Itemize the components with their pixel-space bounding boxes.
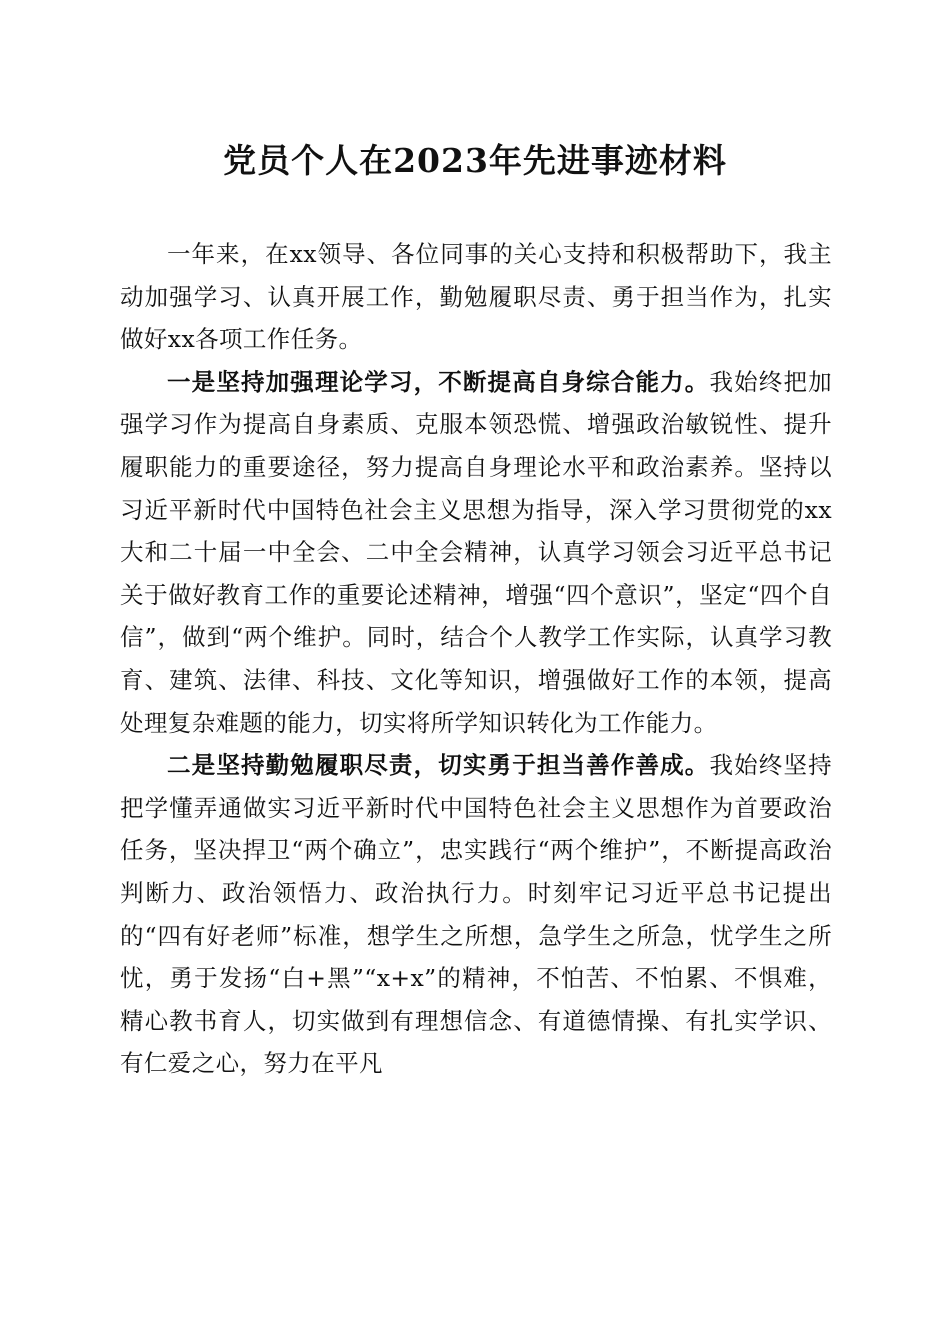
- paragraph-text: 我始终坚持把学懂弄通做实习近平新时代中国特色社会主义思想作为首要政治任务，坚决捍卫“两个确立”，忠实践行“两个维护”，不断提高政治判断力、政治领悟力、政治执行力。时刻牢记习近平总书记提出的“四有好老师”标准，想学生之所想，急学生之所急，忧学生之所忧，勇于发扬“白+黑”“x+x”的精神，不怕苦、不怕累、不惧难，精心教书育人，切实做到有理想信念、有道德情操、有扎实学识、有仁爱之心，努力在平凡: [120, 751, 832, 1078]
- document-body: [120, 233, 832, 1085]
- paragraph-duty: [120, 744, 832, 1085]
- paragraph-text: 一年来，在xx领导、各位同事的关心支持和积极帮助下，我主动加强学习、认真开展工作，勤勉履职尽责、勇于担当作为，扎实做好xx各项工作任务。: [120, 240, 832, 354]
- document-title: 党员个人在2023年先进事迹材料: [223, 141, 727, 180]
- paragraph-text: 我始终把加强学习作为提高自身素质、克服本领恐慌、增强政治敏锐性、提升履职能力的重要途径，努力提高自身理论水平和政治素养。坚持以习近平新时代中国特色社会主义思想为指导，深入学习贯彻党的xx大和二十届一中全会、二中全会精神，认真学习领会习近平总书记关于做好教育工作的重要论述精神，增强“四个意识”，坚定“四个自信”，做到“两个维护。同时，结合个人教学工作实际，认真学习教育、建筑、法律、科技、文化等知识，增强做好工作的本领，提高处理复杂难题的能力，切实将所学知识转化为工作能力。: [120, 367, 832, 737]
- paragraph-intro: [120, 233, 832, 361]
- paragraph-theory-study: [120, 361, 832, 744]
- paragraph-lead: 二是坚持勤勉履职尽责，切实勇于担当善作善成。: [167, 751, 710, 780]
- paragraph-lead: 一是坚持加强理论学习，不断提高自身综合能力。: [167, 367, 710, 396]
